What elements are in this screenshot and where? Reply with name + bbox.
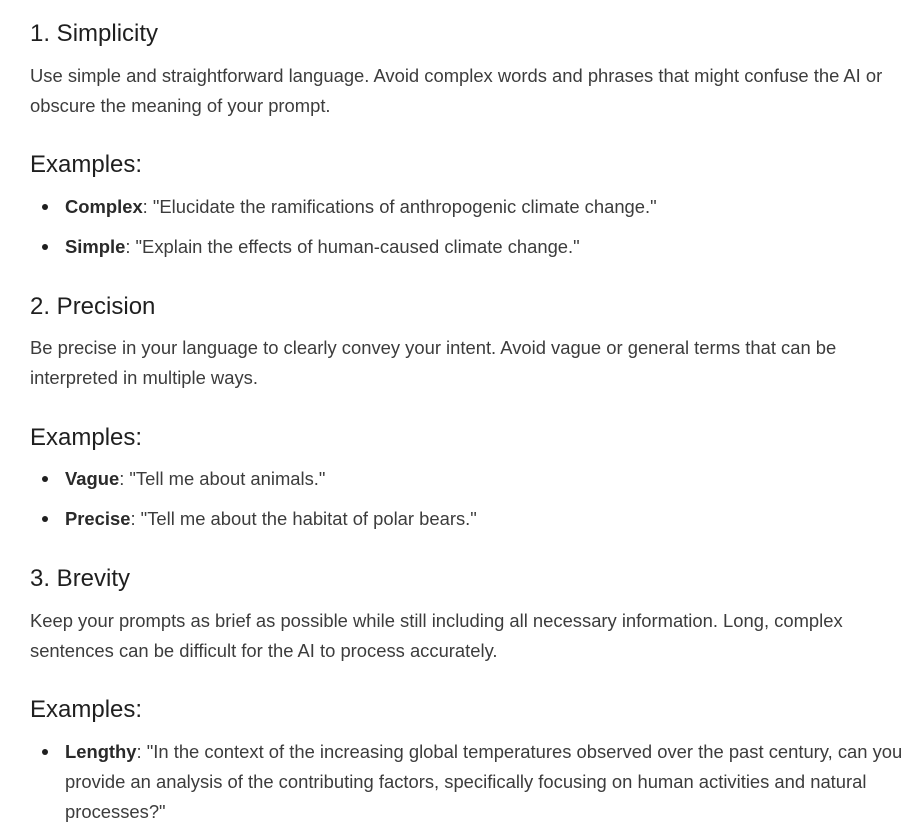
section-body-brevity: Keep your prompts as brief as possible while still including all necessary information. Long, complex sentences can be difficult for the AI to process accurately.	[30, 610, 843, 661]
example-text: : "In the context of the increasing global temperatures observed over the past century, can you provide an analysis of the contributing factors, specifically focusing on human activities and natural processes?"	[65, 741, 903, 822]
example-item-vague	[30, 464, 906, 494]
example-item-precise	[30, 504, 906, 534]
example-item-lengthy	[30, 737, 906, 827]
bullet-icon	[42, 516, 48, 522]
bullet-icon	[42, 476, 48, 482]
example-term: Simple	[65, 236, 126, 257]
examples-list-brevity	[30, 737, 906, 837]
example-item-complex	[30, 192, 906, 222]
section-body-simplicity: Use simple and straightforward language. Avoid complex words and phrases that might confuse the AI or obscure the meaning of your prompt.	[30, 65, 883, 116]
bullet-icon	[42, 244, 48, 250]
examples-list-precision	[30, 464, 906, 544]
example-term: Complex	[65, 196, 143, 217]
examples-heading-brevity: Examples:	[30, 696, 143, 723]
section-body-precision: Be precise in your language to clearly convey your intent. Avoid vague or general terms that can be interpreted in multiple ways.	[30, 337, 837, 388]
example-term: Vague	[65, 468, 120, 489]
examples-heading-precision: Examples:	[30, 424, 143, 451]
bullet-icon	[42, 204, 48, 210]
examples-heading-simplicity: Examples:	[30, 151, 143, 178]
example-term: Lengthy	[65, 741, 137, 762]
example-term: Precise	[65, 508, 131, 529]
section-heading-precision: 2. Precision	[30, 293, 156, 320]
examples-list-simplicity	[30, 192, 906, 272]
example-text: : "Tell me about animals."	[119, 468, 326, 489]
example-text: : "Explain the effects of human-caused climate change."	[125, 236, 580, 257]
example-text: : "Elucidate the ramifications of anthropogenic climate change."	[142, 196, 657, 217]
example-text: : "Tell me about the habitat of polar bears."	[130, 508, 477, 529]
bullet-icon	[42, 749, 48, 755]
section-heading-simplicity: 1. Simplicity	[30, 20, 159, 47]
example-item-simple	[30, 232, 906, 262]
section-heading-brevity: 3. Brevity	[30, 565, 131, 592]
